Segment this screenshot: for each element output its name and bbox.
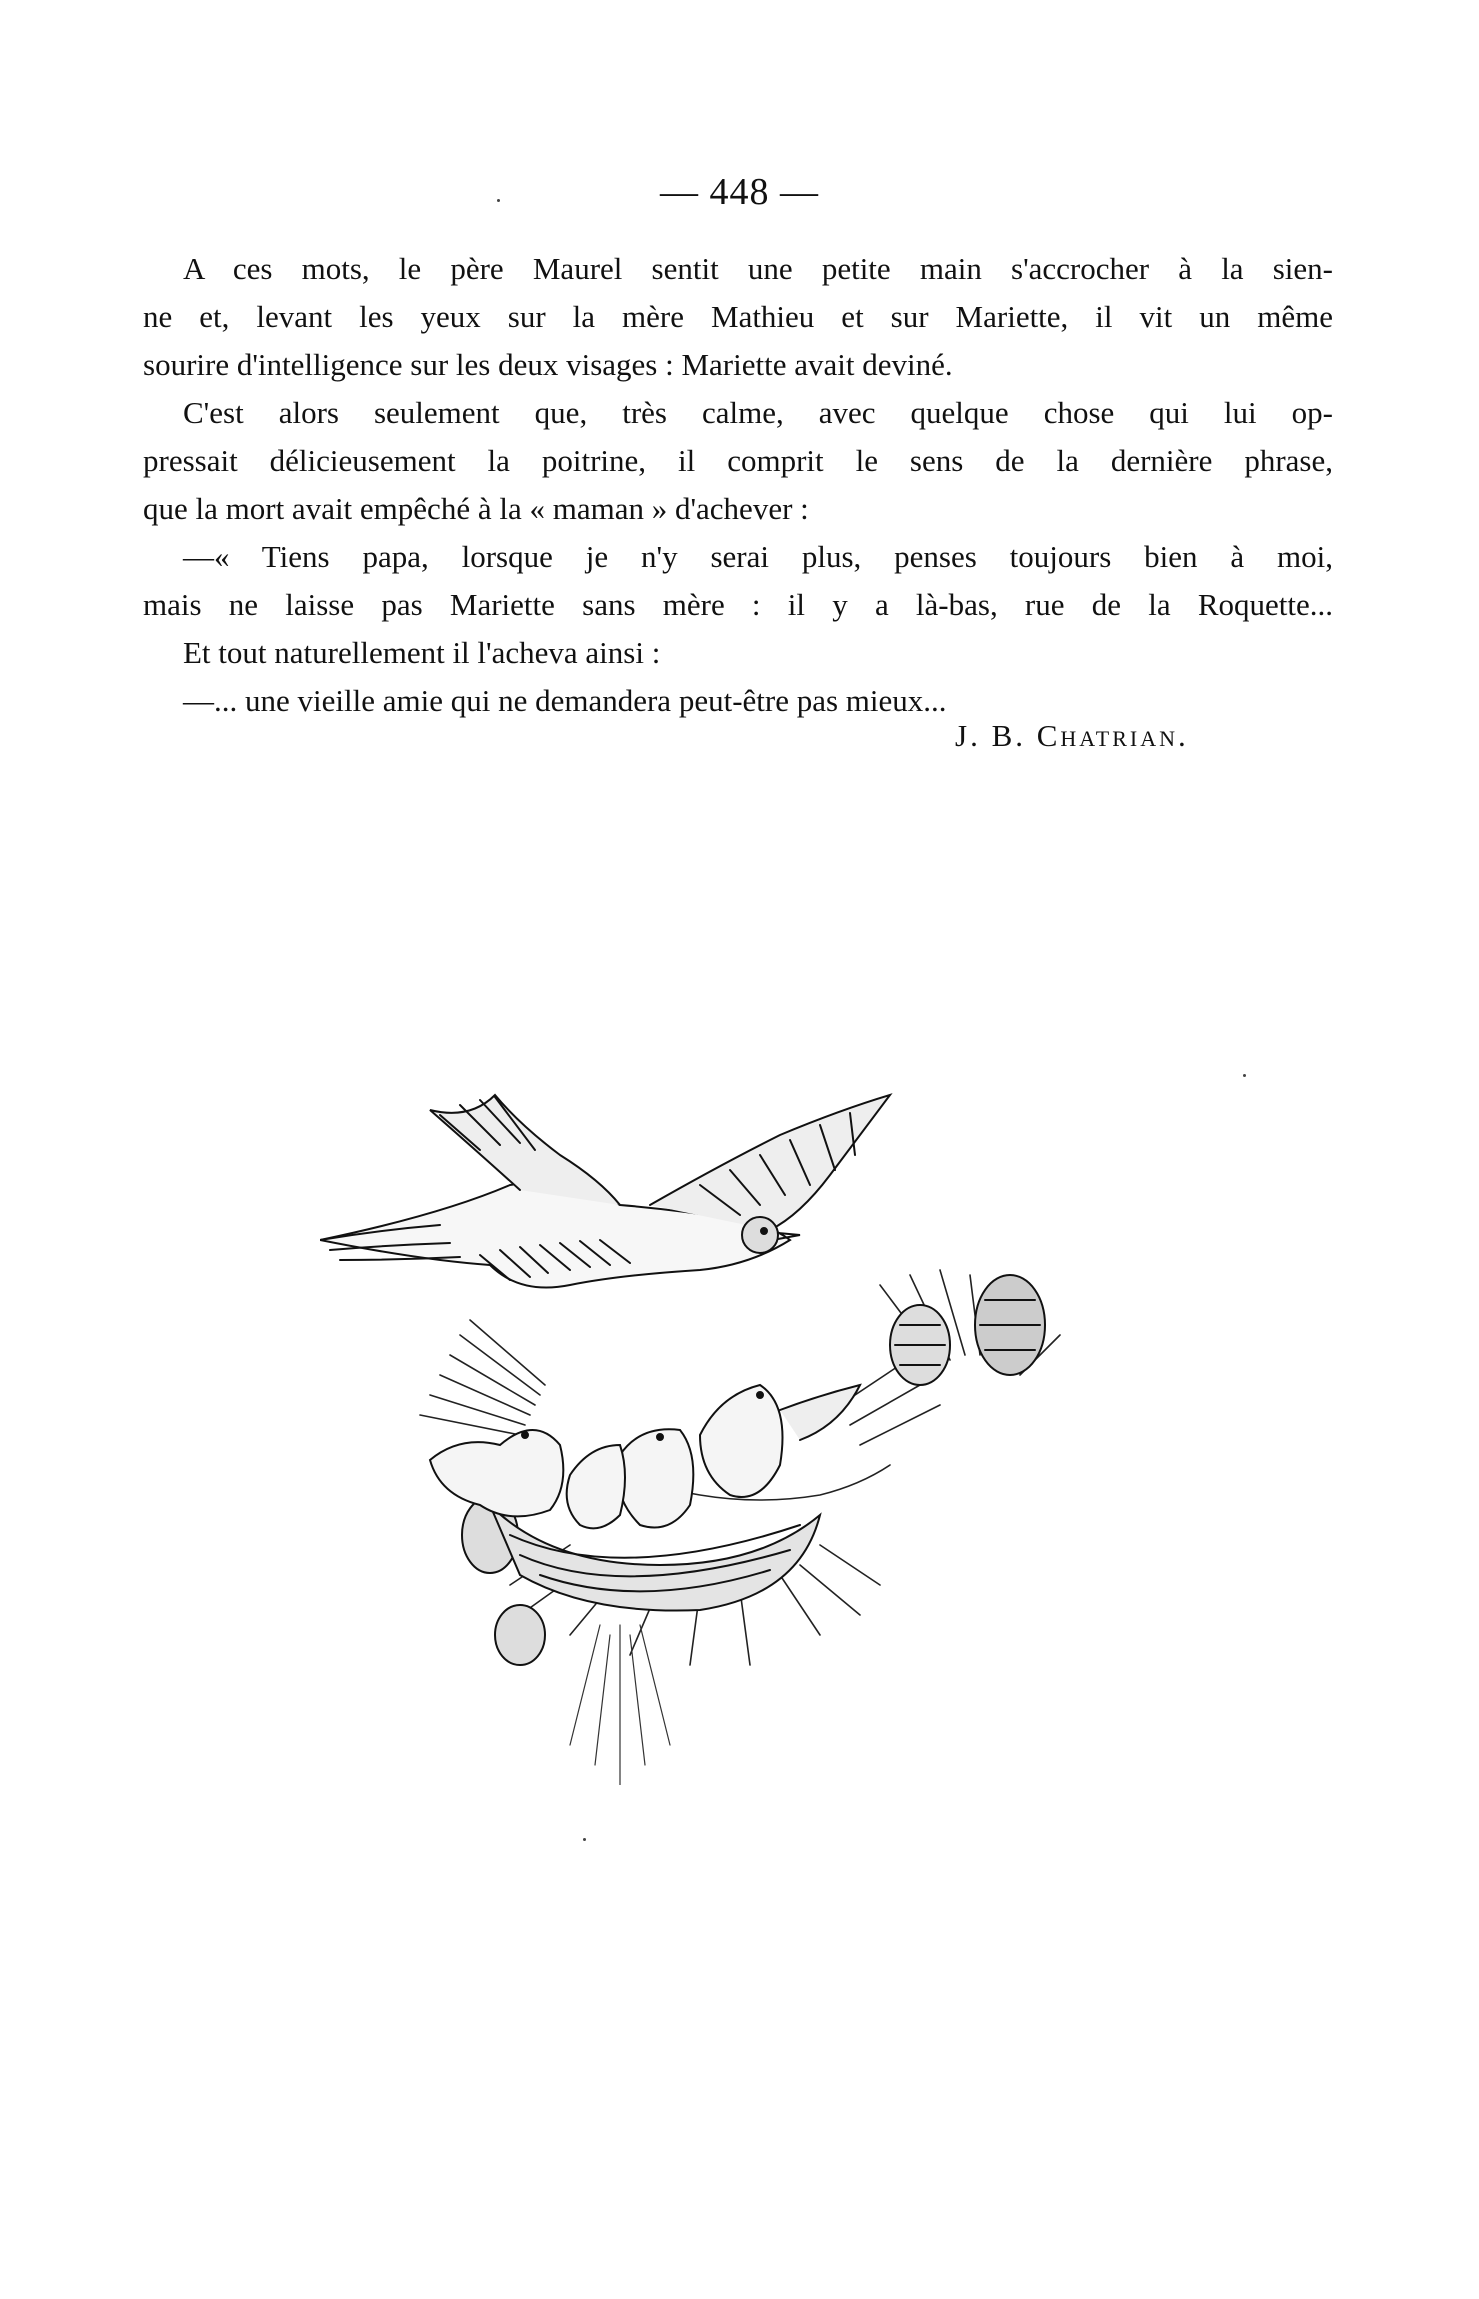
text-line: —... une vieille amie qui ne demandera peut-être pas mieux... — [183, 683, 947, 718]
author-signature: J. B. Chatrian. — [955, 718, 1189, 753]
text-line: C'est alors seulement que, très calme, avec quelque chose qui lui op- — [183, 395, 1333, 430]
text-line: pressait délicieusement la poitrine, il comprit le sens de la dernière phrase, — [143, 443, 1333, 478]
body-text — [143, 245, 1333, 725]
page-number: — 448 — — [660, 171, 819, 213]
text-line: sourire d'intelligence sur les deux visages : Mariette avait deviné. — [143, 347, 953, 382]
print-speck — [1243, 1074, 1246, 1077]
print-speck — [497, 199, 500, 202]
text-line: que la mort avait empêché à la « maman » d'achever : — [143, 491, 809, 526]
print-speck — [583, 1838, 586, 1841]
text-line: ne et, levant les yeux sur la mère Mathieu et sur Mariette, il vit un même — [143, 299, 1333, 334]
text-line: A ces mots, le père Maurel sentit une petite main s'accrocher à la sien- — [183, 251, 1333, 286]
text-line: Et tout naturellement il l'acheva ainsi : — [183, 635, 661, 670]
text-line: —« Tiens papa, lorsque je n'y serai plus, penses toujours bien à moi, — [183, 539, 1333, 574]
birds-nest-engraving-icon — [320, 1065, 1180, 1785]
text-line: mais ne laisse pas Mariette sans mère : il y a là-bas, rue de la Roquette... — [143, 587, 1333, 622]
